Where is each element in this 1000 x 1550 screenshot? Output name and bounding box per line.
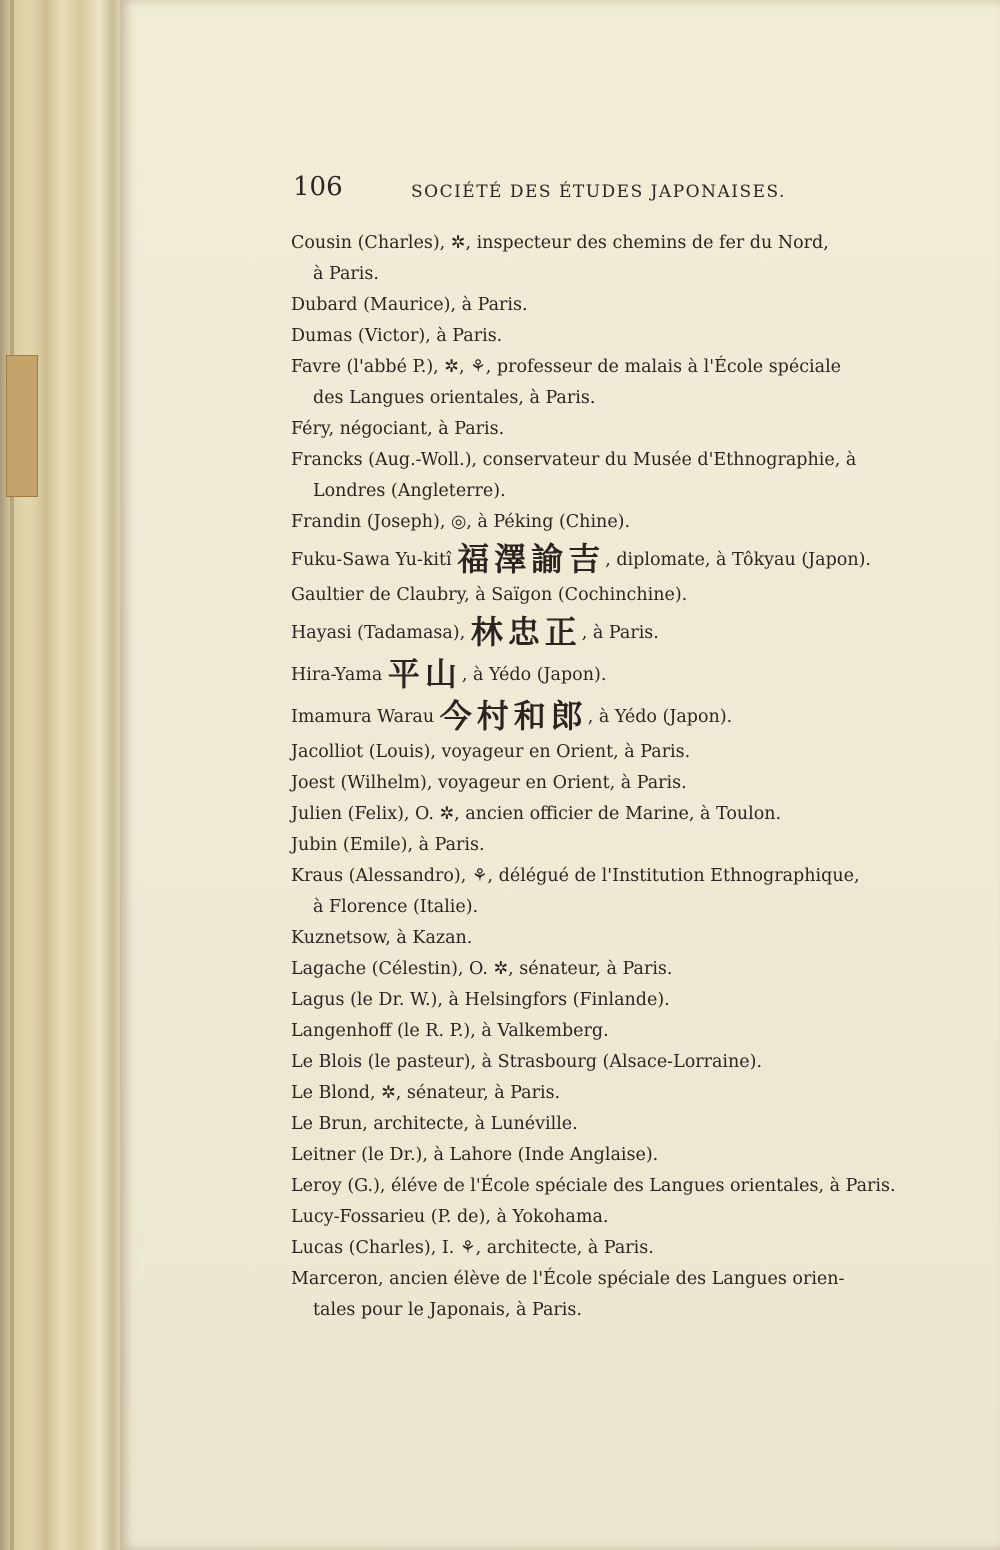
list-item	[291, 321, 903, 352]
list-item-kanji	[291, 613, 903, 653]
list-item	[291, 923, 903, 954]
list-item	[291, 290, 903, 321]
list-item-kanji	[291, 540, 903, 580]
kanji-name: 林忠正	[470, 613, 582, 651]
entry-line: Joest (Wilhelm), voyageur en Orient, à Paris.	[291, 773, 687, 793]
entry-line: Lagus (le Dr. W.), à Helsingfors (Finlande).	[291, 990, 670, 1010]
page-edge-stack	[0, 0, 130, 1550]
list-item	[291, 954, 903, 985]
entry-name: Hira-Yama	[291, 665, 388, 685]
list-item	[291, 1078, 903, 1109]
entry-line: Lucy-Fossarieu (P. de), à Yokohama.	[291, 1207, 609, 1227]
list-item	[291, 1016, 903, 1047]
entry-line: Marceron, ancien élève de l'École spéciale des Langues orien-	[291, 1269, 845, 1289]
entry-line: Kraus (Alessandro), ⚘, délégué de l'Institution Ethnographique,	[291, 866, 860, 886]
kanji-name: 今村和郎	[439, 697, 588, 735]
list-item	[291, 1047, 903, 1078]
entry-line: Jacolliot (Louis), voyageur en Orient, à Paris.	[291, 742, 691, 762]
entry-line: Dumas (Victor), à Paris.	[291, 326, 503, 346]
list-item	[291, 1171, 903, 1202]
entry-line: Le Blois (le pasteur), à Strasbourg (Alsace-Lorraine).	[291, 1052, 763, 1072]
entry-continuation: à Paris.	[313, 264, 379, 284]
member-list	[291, 228, 903, 1326]
list-item-kanji	[291, 655, 903, 695]
list-item	[291, 985, 903, 1016]
entry-name: Hayasi (Tadamasa),	[291, 623, 471, 643]
page-number: 106	[293, 172, 343, 202]
entry-line: Lagache (Célestin), O. ✲, sénateur, à Paris.	[291, 959, 673, 979]
entry-line: Frandin (Joseph), ◎, à Péking (Chine).	[291, 512, 631, 532]
entry-line: Féry, négociant, à Paris.	[291, 419, 505, 439]
entry-line: Jubin (Emile), à Paris.	[291, 835, 485, 855]
entry-name: Fuku-Sawa Yu-kitî	[291, 550, 458, 570]
entry-line: Leroy (G.), éléve de l'École spéciale des Langues orientales, à Paris.	[291, 1176, 896, 1196]
entry-line: Gaultier de Claubry, à Saïgon (Cochinchine).	[291, 585, 688, 605]
list-item	[291, 580, 903, 611]
list-item-kanji	[291, 697, 903, 737]
entry-line: Langenhoff (le R. P.), à Valkemberg.	[291, 1021, 609, 1041]
list-item	[291, 228, 903, 290]
list-item	[291, 414, 903, 445]
entry-name: Imamura Warau	[291, 707, 440, 727]
entry-continuation: à Florence (Italie).	[313, 897, 479, 917]
entry-continuation: tales pour le Japonais, à Paris.	[313, 1300, 582, 1320]
entry-line: Favre (l'abbé P.), ✲, ⚘, professeur de malais à l'École spéciale	[291, 357, 842, 377]
kanji-name: 平山	[387, 655, 462, 693]
entry-line: Francks (Aug.-Woll.), conservateur du Musée d'Ethnographie, à	[291, 450, 857, 470]
list-item	[291, 830, 903, 861]
entry-line: Le Brun, architecte, à Lunéville.	[291, 1114, 578, 1134]
list-item	[291, 768, 903, 799]
running-title: SOCIÉTÉ DES ÉTUDES JAPONAISES.	[411, 182, 786, 202]
entry-line: Leitner (le Dr.), à Lahore (Inde Anglaise).	[291, 1145, 659, 1165]
list-item	[291, 1140, 903, 1171]
list-item	[291, 799, 903, 830]
list-item	[291, 352, 903, 414]
list-item	[291, 737, 903, 768]
list-item	[291, 445, 903, 507]
entry-detail: , à Yédo (Japon).	[587, 707, 733, 727]
entry-line: Kuznetsow, à Kazan.	[291, 928, 473, 948]
entry-continuation: des Langues orientales, à Paris.	[313, 388, 596, 408]
entry-line: Dubard (Maurice), à Paris.	[291, 295, 528, 315]
entry-continuation: Londres (Angleterre).	[313, 481, 506, 501]
kanji-name: 福澤諭吉	[457, 540, 606, 578]
list-item	[291, 507, 903, 538]
list-item	[291, 1202, 903, 1233]
list-item	[291, 1109, 903, 1140]
entry-line: Cousin (Charles), ✲, inspecteur des chemins de fer du Nord,	[291, 233, 829, 253]
entry-line: Julien (Felix), O. ✲, ancien officier de Marine, à Toulon.	[291, 804, 782, 824]
entry-detail: , à Paris.	[581, 623, 659, 643]
list-item	[291, 1233, 903, 1264]
entry-line: Le Blond, ✲, sénateur, à Paris.	[291, 1083, 561, 1103]
entry-detail: , à Yédo (Japon).	[461, 665, 607, 685]
list-item	[291, 1264, 903, 1326]
entry-detail: , diplomate, à Tôkyau (Japon).	[605, 550, 871, 570]
page-header	[293, 172, 893, 212]
list-item	[291, 861, 903, 923]
entry-line: Lucas (Charles), I. ⚘, architecte, à Paris.	[291, 1238, 654, 1258]
paper-tab	[6, 355, 38, 497]
